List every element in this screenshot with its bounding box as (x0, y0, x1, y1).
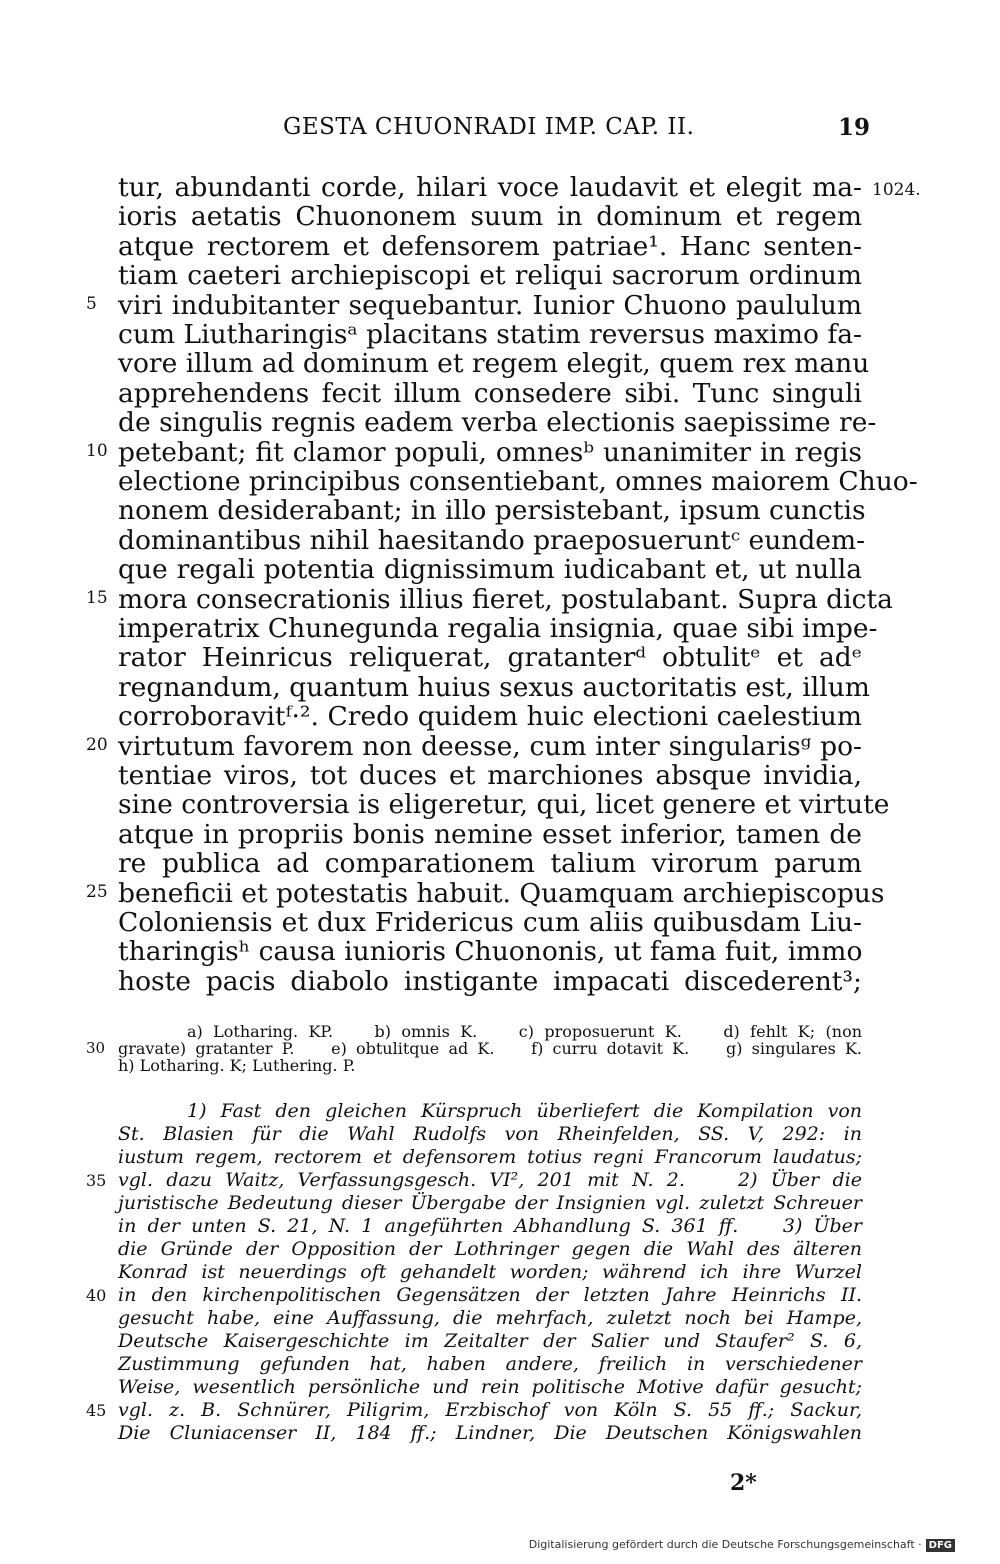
text-line: hoste pacis diabolo instigante impacati discederent³; (118, 965, 862, 997)
text-line: nonem desiderabant; in illo persistebant, ipsum cunctis (118, 495, 866, 527)
signature-mark: 2* (730, 1470, 757, 1496)
text-line: tiam caeteri archiepiscopi et reliqui sacrorum ordinum (118, 260, 862, 292)
commentary-line: juristische Bedeutung dieser Übergabe der Insignien vgl. zuletzt Schreuer (118, 1192, 862, 1214)
line-number: 20 (86, 734, 108, 755)
line-number: 10 (86, 440, 108, 461)
commentary-line: vgl. z. B. Schnürer, Piligrim, Erzbischof von Köln S. 55 ff.; Sackur, (118, 1399, 862, 1421)
text-line: cum Liutharingisᵃ placitans statim reversus maximo fa- (118, 319, 862, 350)
text-line: atque in propriis bonis nemine esset inferior, tamen de (118, 818, 862, 850)
text-line: rator Heinricus reliquerat, gratanterᵈ obtulitᵉ et adᵉ (118, 642, 862, 674)
line-number: 45 (86, 1401, 107, 1420)
text-line: que regali potentia dignissimum iudicabant et, ut nulla (118, 554, 862, 586)
text-line: regnandum, quantum huius sexus auctoritatis est, illum (118, 671, 870, 703)
text-line: tur, abundanti corde, hilari voce laudavit et elegit ma- (118, 172, 862, 203)
footer-text: Digitalisierung gefördert durch die Deutsche Forschungsgemeinschaft · (528, 1538, 922, 1551)
commentary-line: Konrad ist neuerdings oft gehandelt worden; während ich ihre Wurzel (118, 1261, 862, 1283)
commentary-line: die Gründe der Opposition der Lothringer gegen die Wahl des älteren (118, 1238, 862, 1260)
variant-note-line: a) Lotharing. KP. b) omnis K. c) proposuerunt K. d) fehlt K; (non (187, 1022, 862, 1041)
commentary-line: iustum regem, rectorem et defensorem totius regni Francorum laudatus; (118, 1146, 862, 1168)
text-line: mora consecrationis illius fieret, postulabant. Supra dicta (118, 583, 893, 615)
text-line: imperatrix Chunegunda regalia insignia, quae sibi impe- (118, 613, 878, 644)
commentary-line: Deutsche Kaisergeschichte im Zeitalter der Salier und Staufer² S. 6, (118, 1330, 862, 1352)
text-line: electione principibus consentiebant, omnes maiorem Chuo- (118, 466, 918, 497)
text-line: virtutum favorem non deesse, cum inter singularisᵍ po- (118, 730, 862, 762)
text-line: viri indubitanter sequebantur. Iunior Chuono paululum (118, 289, 862, 321)
text-line: de singulis regnis eadem verba electionis saepissime re- (118, 407, 877, 439)
commentary-line: vgl. dazu Waitz, Verfassungsgesch. VI², 201 mit N. 2. 2) Über die (118, 1169, 862, 1191)
text-line: corroboravitᶠ·². Credo quidem huic electioni caelestium (118, 701, 862, 733)
text-line: tharingisʰ causa iunioris Chuononis, ut fama fuit, immo (118, 936, 863, 968)
text-line: ioris aetatis Chuononem suum in dominum et regem (118, 201, 862, 233)
line-number: 30 (86, 1039, 106, 1057)
line-number: 25 (86, 881, 108, 902)
text-line: re publica ad comparationem talium virorum parum (118, 848, 862, 880)
commentary-line: Zustimmung gefunden hat, haben andere, freilich in verschiedener (118, 1353, 862, 1375)
commentary-line: St. Blasien für die Wahl Rudolfs von Rheinfelden, SS. V, 292: in (118, 1123, 862, 1145)
text-line: dominantibus nihil haesitando praeposueruntᶜ eundem- (118, 524, 866, 556)
page-number: 19 (838, 114, 871, 141)
line-number: 15 (86, 587, 108, 608)
text-line: petebant; fit clamor populi, omnesᵇ unanimiter in regis (118, 436, 862, 468)
running-title: GESTA CHUONRADI IMP. CAP. II. (283, 114, 695, 140)
text-line: tentiae viros, tot duces et marchiones absque invidia, (118, 760, 862, 791)
commentary-line: in den kirchenpolitischen Gegensätzen der letzten Jahre Heinrichs II. (118, 1284, 862, 1306)
line-number: 5 (86, 293, 97, 314)
dfg-logo: DFG (926, 1539, 955, 1552)
commentary-line: 1) Fast den gleichen Kürspruch überliefert die Kompilation von (187, 1100, 862, 1122)
text-line: vore illum ad dominum et regem elegit, quem rex manu (118, 348, 870, 380)
commentary-line: in der unten S. 21, N. 1 angeführten Abhandlung S. 361 ff. 3) Über (118, 1215, 862, 1237)
text-line: apprehendens fecit illum consedere sibi. Tunc singuli (118, 377, 862, 409)
text-line: beneficii et potestatis habuit. Quamquam archiepiscopus (118, 877, 885, 909)
line-number: 35 (86, 1171, 107, 1190)
footer (529, 1538, 955, 1552)
text-line: sine controversia is eligeretur, qui, licet genere et virtute (118, 789, 890, 821)
text-line: Coloniensis et dux Fridericus cum aliis quibusdam Liu- (118, 907, 862, 938)
margin-year: 1024. (872, 180, 921, 200)
commentary-line: Weise, wesentlich persönliche und rein politische Motive dafür gesucht; (118, 1376, 862, 1398)
line-number: 40 (86, 1286, 107, 1305)
commentary-line: gesucht habe, eine Auffassung, die mehrfach, zuletzt noch bei Hampe, (118, 1307, 862, 1329)
text-line: atque rectorem et defensorem patriae¹. Hanc senten- (118, 230, 862, 262)
commentary-line: Die Cluniacenser II, 184 ff.; Lindner, Die Deutschen Königswahlen (118, 1422, 862, 1444)
variant-note-line: h) Lotharing. K; Luthering. P. (118, 1056, 356, 1075)
variant-note-line: gravate) gratanter P. e) obtulitque ad K. f) curru dotavit K. g) singulares K. (118, 1039, 862, 1058)
